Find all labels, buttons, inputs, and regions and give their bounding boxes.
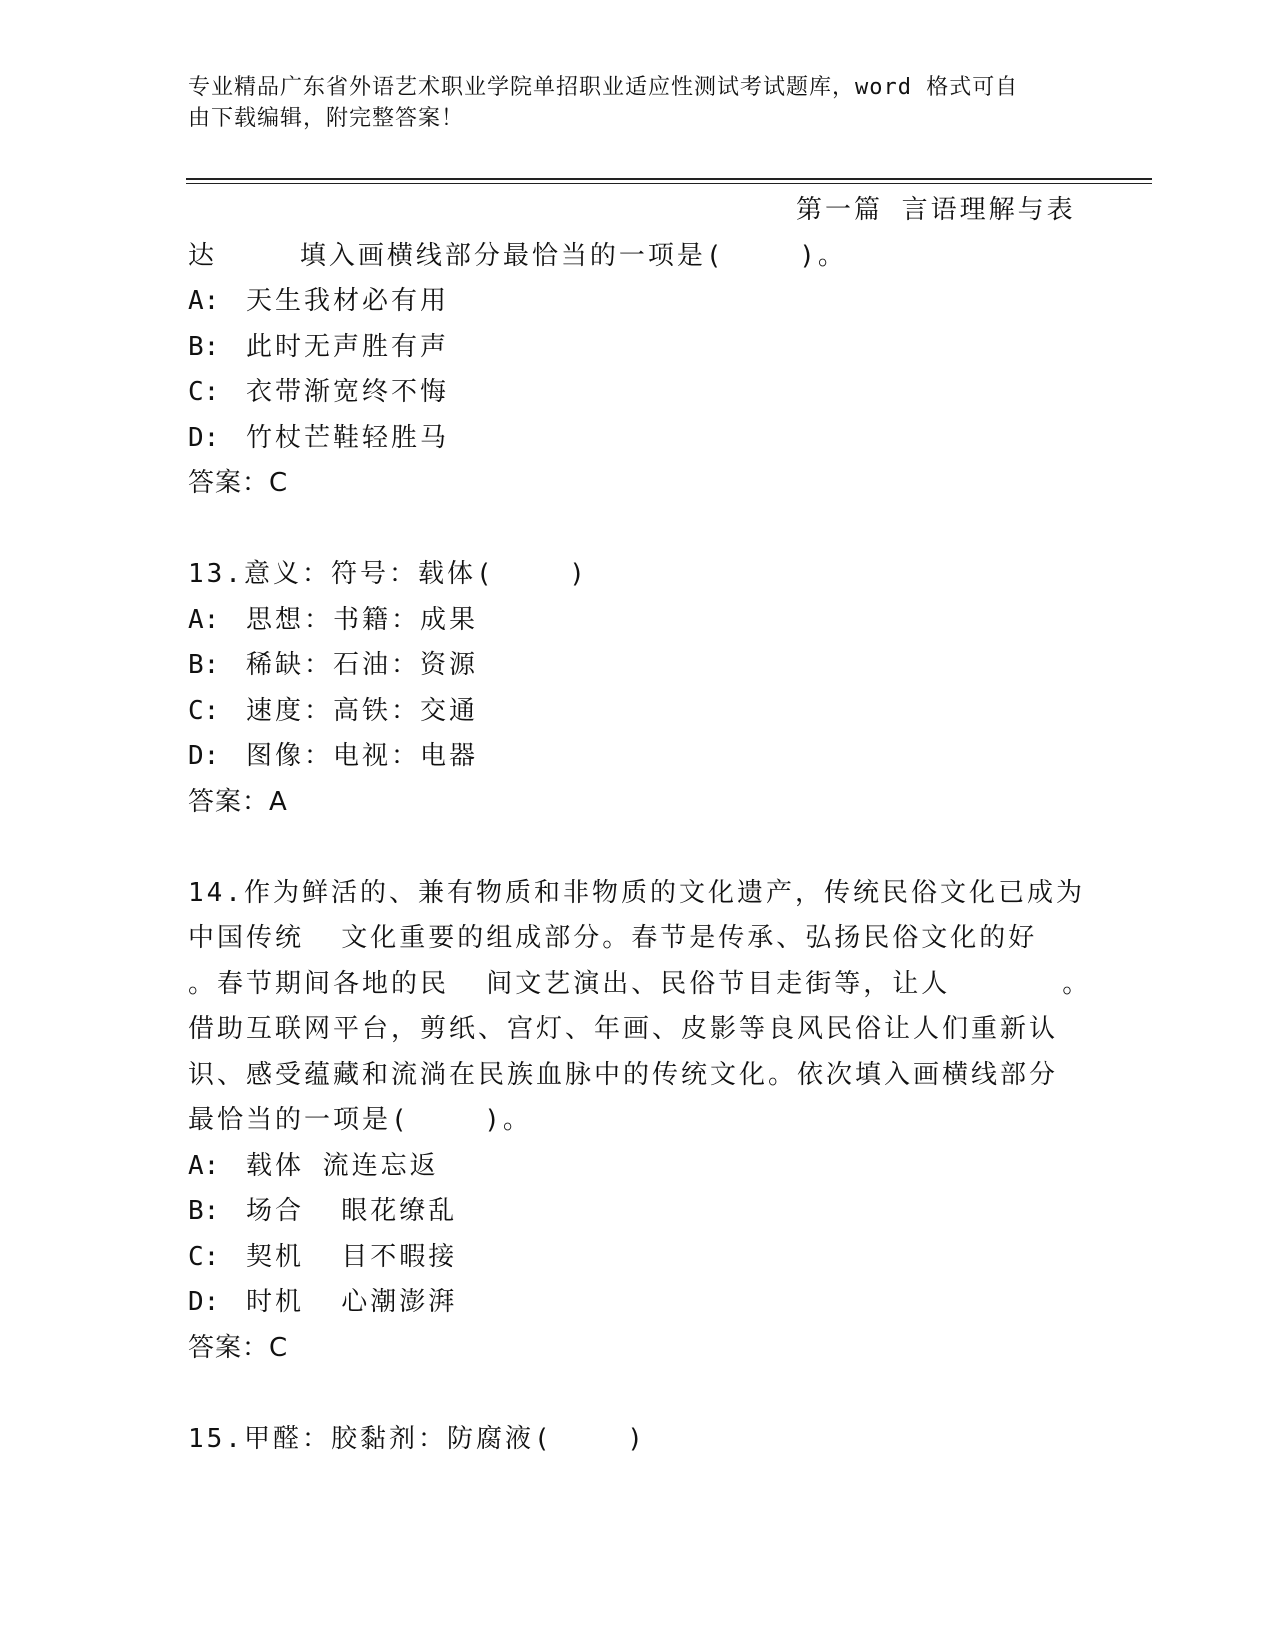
option-key: A: [188,604,220,635]
option-text: 天生我材必有用 [246,286,450,316]
option-key: D: [188,1287,220,1317]
q14-stem-line: 中国传统 文化重要的组成部分。春节是传承、弘扬民俗文化的好 [188,923,1038,953]
option-text: 此时无声胜有声 [246,331,450,362]
header-line-1: 专业精品广东省外语艺术职业学院单招职业适应性测试考试题库，word 格式可自 [188,75,1019,100]
q14-stem-line: 识、感受蕴藏和流淌在民族血脉中的传统文化。依次填入画横线部分 [188,1059,1059,1090]
option-key: D: [188,741,220,771]
option-text: 图像：电视：电器 [246,741,479,771]
spacer [188,1371,1088,1417]
q13-option-c [188,689,1088,735]
option-key: B: [188,650,220,680]
q13-answer: 答案：A [188,786,288,817]
q14-option-c [188,1235,1088,1281]
option-key: A: [188,1150,220,1181]
q14-option-a [188,1144,1088,1190]
spacer [188,825,1088,871]
q14-option-b [188,1189,1088,1235]
q13-option-d [188,734,1088,780]
q13-stem: 13.意义：符号：载体( ) [188,559,588,589]
option-key: B: [188,1196,220,1226]
option-text: 衣带渐宽终不悔 [246,377,450,407]
header-divider-thick [186,178,1152,180]
option-key: C: [188,695,220,726]
q12-stem-line-1 [188,188,1088,271]
option-key: C: [188,377,220,407]
option-text: 载体 流连忘返 [246,1150,439,1181]
q12-option-a [188,279,1088,325]
option-text: 稀缺：石油：资源 [246,650,479,680]
q14-stem-line: 借助互联网平台，剪纸、宫灯、年画、皮影等良风民俗让人们重新认 [188,1014,1059,1044]
document-header-note [188,72,1088,134]
q12-stem-line-2: 达 [188,240,218,271]
q12-answer: 答案：C [188,468,289,498]
option-key: C: [188,1241,220,1272]
q12-stem-text: 填入画横线部分最恰当的一项是( )。 [299,240,847,271]
q14-option-d [188,1280,1088,1326]
question-content [188,188,1092,1462]
option-text: 时机 心潮澎湃 [246,1287,458,1317]
q14-stem-line: 最恰当的一项是( )。 [188,1105,532,1135]
option-text: 场合 眼花缭乱 [246,1196,458,1226]
q13-option-a [188,598,1088,644]
option-text: 速度：高铁：交通 [246,695,479,726]
q12-option-d [188,416,1088,462]
option-text: 竹杖芒鞋轻胜马 [246,422,450,453]
q12-option-c [188,370,1088,416]
header-line-2: 由下载编辑，附完整答案！ [188,106,465,131]
section-title: 第一篇 言语理解与表 [796,195,1076,225]
q14-answer: 答案：C [188,1332,289,1363]
q14-stem-line: 14.作为鲜活的、兼有物质和非物质的文化遗产，传统民俗文化已成为 [188,877,1085,908]
q13-option-b [188,643,1088,689]
option-key: B: [188,331,220,362]
option-text: 契机 目不暇接 [246,1241,458,1272]
header-divider-thin [186,183,1152,184]
q14-stem-line: 。春节期间各地的民 间文艺演出、民俗节目走街等，让人 。 [188,968,1092,999]
option-text: 思想：书籍：成果 [246,604,479,635]
option-key: D: [188,422,220,453]
spacer [188,507,1088,553]
q12-option-b [188,325,1088,371]
q15-stem: 15.甲醛：胶黏剂：防腐液( ) [188,1423,646,1454]
option-key: A: [188,286,220,316]
